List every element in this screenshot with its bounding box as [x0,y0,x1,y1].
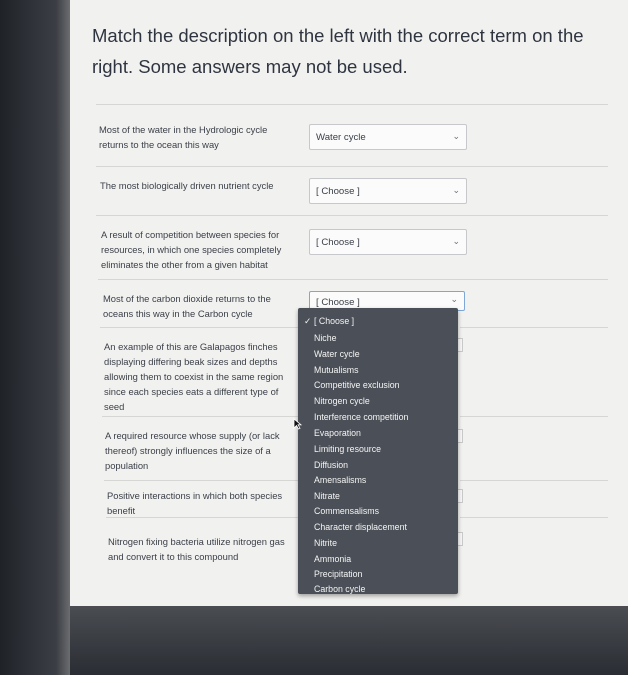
row-divider [460,416,608,417]
row-divider [102,416,300,417]
question-1-description: Most of the water in the Hydrologic cycle returns to the ocean this way [99,124,268,150]
chevron-down-icon: ⌄ [450,294,458,304]
dropdown-option[interactable]: Diffusion [314,460,349,470]
dropdown-option[interactable]: Precipitation [314,569,363,579]
question-5-description: An example of this are Galapagos finches displaying differing beak sizes and depths allowing them to coexist in the same region since each species eats a different type of seed [104,341,284,412]
row-divider [460,517,608,518]
answer-select-3[interactable]: [ Choose ] ⌄ [309,229,467,255]
dropdown-option[interactable]: Carbon cycle [314,584,366,594]
dropdown-option[interactable]: [ Choose ] [314,316,355,326]
dropdown-option[interactable]: Competitive exclusion [314,380,400,390]
question-6-description: A required resource whose supply (or lack thereof) strongly influences the size of a population [105,430,280,471]
answer-select-4[interactable]: [ Choose ] ⌄ [309,291,465,311]
photo-left-edge [0,0,70,675]
mouse-cursor-icon [293,418,302,430]
photo-bottom-edge [70,606,628,675]
dropdown-option[interactable]: Commensalisms [314,506,380,516]
question-2-description: The most biologically driven nutrient cycle [100,180,274,191]
chevron-down-icon: ⌄ [452,131,460,141]
dropdown-option[interactable]: Amensalisms [314,475,367,485]
question-3-description: A result of competition between species for resources, in which one species completely eliminates the other from a given habitat [101,229,282,270]
question-4-description: Most of the carbon dioxide returns to the oceans this way in the Carbon cycle [103,293,271,319]
answer-select-1[interactable]: Water cycle ⌄ [309,124,467,150]
row-divider [460,480,608,481]
row-divider [104,480,300,481]
row-divider [100,327,300,328]
dropdown-option[interactable]: Nitrogen cycle [314,396,370,406]
row-divider [96,166,608,167]
answer-select-2[interactable]: [ Choose ] ⌄ [309,178,467,204]
dropdown-option[interactable]: Character displacement [314,522,407,532]
row-divider [96,215,608,216]
dropdown-option[interactable]: Niche [314,333,337,343]
answer-dropdown-menu [298,308,458,594]
question-8-description: Nitrogen fixing bacteria utilize nitrogen gas and convert it to this compound [108,536,285,562]
dropdown-option[interactable]: Nitrate [314,491,340,501]
row-divider [460,327,608,328]
question-7-description: Positive interactions in which both species benefit [107,490,283,516]
row-divider [96,104,608,105]
dropdown-option[interactable]: Interference competition [314,412,409,422]
dropdown-option[interactable]: Mutualisms [314,365,359,375]
dropdown-option[interactable]: Limiting resource [314,444,381,454]
dropdown-option[interactable]: Ammonia [314,554,352,564]
dropdown-option[interactable]: Water cycle [314,349,360,359]
dropdown-option[interactable]: Nitrite [314,538,337,548]
chevron-down-icon: ⌄ [452,185,460,195]
row-divider [98,279,608,280]
checkmark-icon: ✓ [304,316,312,326]
dropdown-option[interactable]: Evaporation [314,428,361,438]
question-prompt: Match the description on the left with the correct term on the right. Some answers may not be used. [92,25,584,77]
chevron-down-icon: ⌄ [452,236,460,246]
